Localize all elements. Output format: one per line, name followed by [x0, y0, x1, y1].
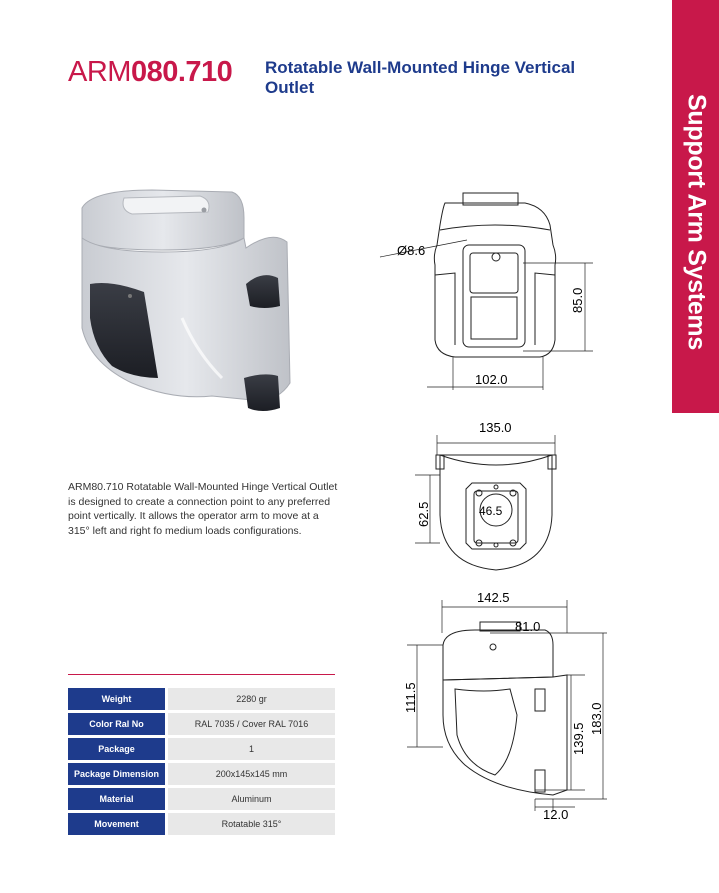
- spec-row-package-dimension: [68, 763, 335, 785]
- dim-bottom-width-label: 135.0: [479, 420, 512, 435]
- dim-side-inner-width-label: 81.0: [515, 619, 541, 634]
- side-tab-label: Support Arm Systems: [682, 94, 710, 350]
- spec-label: Package: [68, 738, 165, 760]
- spec-label: Movement: [68, 813, 165, 835]
- spec-label: Material: [68, 788, 165, 810]
- dim-front-width-label: 102.0: [475, 372, 508, 387]
- dim-side-total-height-label: 183.0: [589, 702, 604, 735]
- dim-side-left-height-label: 111.5: [403, 682, 418, 713]
- spec-table: [68, 685, 335, 838]
- spec-value: 1: [165, 738, 335, 760]
- spec-row-movement: [68, 813, 335, 835]
- product-code-number: 080.710: [130, 56, 233, 88]
- spec-row-package: [68, 738, 335, 760]
- spec-row-color: [68, 713, 335, 735]
- dim-side-bottom-offset-label: 12.0: [543, 807, 569, 822]
- product-description: ARM80.710 Rotatable Wall-Mounted Hinge Vertical Outlet is designed to create a connection point to any preferred point vertically. It allows the operator arm to move at a 315° left and right fo medium loads configurations.: [68, 481, 338, 537]
- spec-divider: [68, 674, 335, 675]
- bottom-view-drawing: [410, 415, 570, 585]
- dim-hole-label: Ø8.6: [397, 243, 426, 258]
- spec-value: 200x145x145 mm: [165, 763, 335, 785]
- spec-label: Package Dimension: [68, 763, 165, 785]
- side-view-drawing: [395, 585, 615, 825]
- spec-row-weight: [68, 688, 335, 710]
- dim-side-width-label: 142.5: [477, 590, 510, 605]
- spec-row-material: [68, 788, 335, 810]
- spec-label: Weight: [68, 688, 165, 710]
- product-code-prefix: ARM: [68, 56, 131, 88]
- product-photo: [72, 178, 312, 418]
- spec-value: RAL 7035 / Cover RAL 7016: [165, 713, 335, 735]
- front-view-drawing: [375, 185, 605, 390]
- dim-front-height-label: 85.0: [570, 287, 585, 313]
- product-title: Rotatable Wall-Mounted Hinge Vertical Outlet: [265, 58, 576, 97]
- side-tab: [672, 0, 719, 413]
- dim-bottom-height-label: 62.5: [416, 501, 431, 527]
- dim-side-inner-height-label: 139.5: [571, 722, 586, 755]
- product-code: [68, 56, 232, 89]
- spec-label: Color Ral No: [68, 713, 165, 735]
- dim-bottom-center-label: 46.5: [479, 504, 503, 518]
- spec-value: Rotatable 315°: [165, 813, 335, 835]
- spec-value: Aluminum: [165, 788, 335, 810]
- spec-value: 2280 gr: [165, 688, 335, 710]
